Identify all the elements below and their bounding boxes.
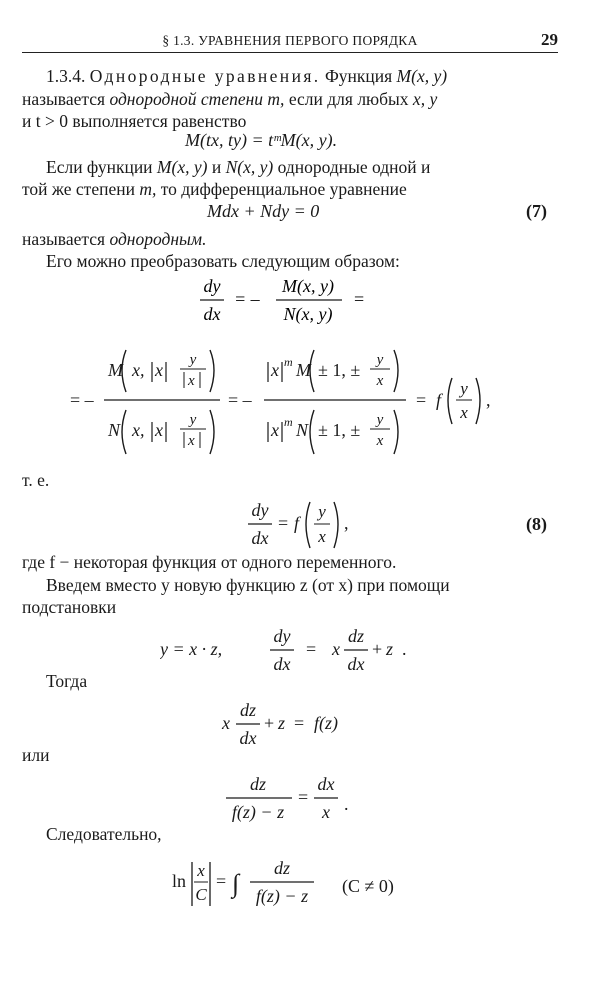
svg-text:y: y (460, 379, 468, 398)
formula-x-dzdx (220, 696, 380, 752)
svg-text:y: y (189, 412, 197, 428)
svg-text:dy: dy (273, 626, 291, 646)
para2-line-2 (22, 179, 407, 200)
svg-text:.: . (344, 794, 349, 814)
equation-8-number: (8) (526, 514, 547, 534)
svg-text:ln: ln (172, 871, 187, 891)
svg-text:x: x (188, 373, 195, 389)
svg-text:=: = (216, 871, 227, 891)
formula-inline: m, (139, 179, 157, 199)
text-span: называется (22, 229, 106, 249)
svg-text:+: + (264, 713, 275, 733)
svg-text:,: , (486, 390, 491, 410)
svg-text:dz: dz (273, 858, 291, 878)
svg-text:y: y (189, 352, 197, 368)
svg-text:± 1, ±: ± 1, ± (318, 360, 361, 380)
svg-text:= –: = – (228, 390, 252, 410)
formula-substitution (160, 622, 430, 678)
svg-text:x: x (460, 403, 468, 422)
svg-text:f: f (294, 513, 300, 533)
svg-text:,: , (344, 513, 349, 533)
svg-text:=: = (298, 787, 309, 807)
sledovatelno-label: Следовательно, (46, 824, 162, 844)
svg-text:x,: x, (132, 360, 145, 380)
svg-text:dx: dx (203, 304, 221, 324)
text-span: и (211, 157, 222, 177)
svg-text:m: m (284, 415, 293, 429)
svg-text:x: x (271, 360, 279, 380)
equation-7: Mdx + Ndy = 0 (207, 201, 320, 221)
svg-text:x: x (318, 527, 326, 546)
svg-text:dz: dz (239, 700, 257, 720)
formula-inline: M(x, y) (156, 157, 208, 177)
svg-text:= –: = – (234, 289, 260, 309)
running-header (22, 30, 558, 53)
text-span: называется (22, 89, 106, 109)
section-line-3: и t > 0 выполняется равенство (22, 111, 247, 131)
svg-text:dz: dz (249, 774, 267, 794)
term-italic: однородным. (109, 229, 207, 249)
formula-inline: M(x, y) (396, 66, 448, 86)
svg-text:dz: dz (347, 626, 365, 646)
para3 (22, 229, 206, 250)
section-number: 1.3.4. (46, 66, 86, 86)
svg-text:=: = (278, 513, 289, 533)
svg-text:y: y (376, 352, 384, 368)
svg-text:C: C (195, 885, 207, 904)
svg-text:z: z (278, 713, 286, 733)
svg-text:x: x (332, 639, 340, 659)
text-span: если для любых (288, 89, 409, 109)
ili-label: или (22, 745, 50, 765)
svg-text:=: = (306, 639, 317, 659)
formula-dydx-ratio (190, 272, 390, 328)
svg-text:N: N (108, 420, 121, 440)
formula-transformation (60, 340, 520, 465)
svg-text:dx: dx (317, 774, 335, 794)
svg-text:dy: dy (251, 500, 269, 520)
formula-inline: N(x, y) (225, 157, 274, 177)
formula-equation-8 (236, 496, 376, 552)
section-line-2 (22, 89, 437, 110)
text-span: Если функции (46, 157, 153, 177)
svg-text:x: x (188, 433, 195, 449)
svg-text:N(x, y): N(x, y) (283, 304, 333, 324)
svg-text:dx: dx (251, 528, 269, 548)
svg-text:x: x (271, 420, 279, 440)
te-label: т. е. (22, 470, 50, 490)
svg-text:y: y (318, 502, 326, 521)
svg-text:dy: dy (203, 276, 221, 296)
svg-text:dx: dx (239, 728, 257, 748)
svg-text:=: = (416, 390, 427, 410)
svg-text:f: f (436, 390, 442, 410)
text-span: то дифференциальное уравнение (160, 179, 407, 199)
svg-text:dx: dx (347, 654, 365, 674)
svg-text:f(z): f(z) (314, 713, 338, 733)
term-italic: однородной степени m, (109, 89, 285, 109)
svg-text:M(x, y): M(x, y) (282, 276, 334, 296)
svg-text:x: x (376, 433, 384, 449)
svg-text:x: x (376, 373, 384, 389)
para2-line-1 (46, 157, 430, 178)
svg-text:z: z (386, 639, 394, 659)
togda-label: Тогда (46, 671, 88, 691)
svg-text:= –: = – (70, 390, 94, 410)
svg-text:+: + (372, 639, 383, 659)
text-span: Функция (324, 66, 393, 86)
svg-text:x,: x, (132, 420, 145, 440)
svg-text:x: x (155, 360, 163, 380)
svg-text:m: m (284, 355, 293, 369)
equation-7-number: (7) (526, 201, 547, 221)
svg-text:.: . (402, 639, 407, 659)
para4: Его можно преобразовать следующим образом: (46, 251, 400, 271)
svg-text:dx: dx (273, 654, 291, 674)
svg-text:x: x (322, 802, 330, 822)
svg-text:=: = (354, 289, 365, 309)
formula-separated (222, 770, 372, 826)
svg-text:y: y (376, 412, 384, 428)
svg-text:± 1, ±: ± 1, ± (318, 420, 361, 440)
svg-text:M: M (296, 360, 311, 380)
para6-line-2: подстановки (22, 597, 117, 617)
section-title: Однородные уравнения. (89, 66, 321, 86)
svg-text:y = x · z,: y = x · z, (160, 639, 223, 659)
text-span: той же степени (22, 179, 135, 199)
svg-text:f(z) − z: f(z) − z (255, 886, 309, 906)
formula-inline: x, (412, 89, 426, 109)
text-span: однородные одной и (277, 157, 431, 177)
section-line-1 (46, 66, 447, 87)
formula-inline: y (429, 89, 438, 109)
svg-text:f(z) − z: f(z) − z (231, 802, 285, 822)
formula-homogeneity: M(tx, ty) = tᵐM(x, y). (185, 130, 338, 150)
svg-text:N: N (296, 420, 309, 440)
para6-line-1: Введем вместо y новую функцию z (от x) при помощи (46, 575, 450, 595)
page-number: 29 (541, 30, 558, 49)
svg-text:M: M (108, 360, 123, 380)
svg-text:=: = (294, 713, 305, 733)
svg-text:x: x (155, 420, 163, 440)
svg-text:x: x (197, 861, 205, 880)
para5: где f − некоторая функция от одного переменного. (22, 552, 397, 572)
svg-text:x: x (222, 713, 230, 733)
header-title: § 1.3. УРАВНЕНИЯ ПЕРВОГО ПОРЯДКА (162, 33, 418, 48)
final-condition: (C ≠ 0) (342, 876, 394, 896)
svg-text:∫: ∫ (232, 869, 240, 898)
